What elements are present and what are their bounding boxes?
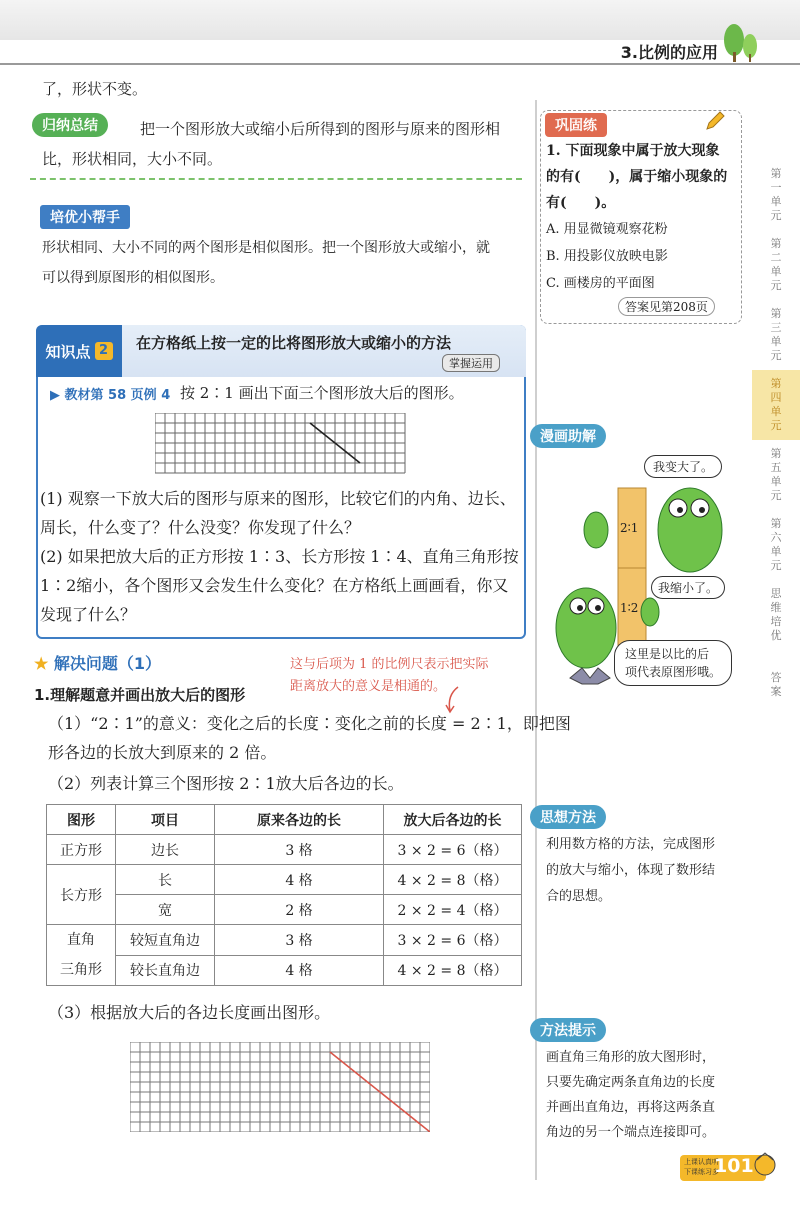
sidebar-item-unit-1[interactable] (752, 160, 800, 230)
table-row (47, 925, 522, 956)
tips-line-1: 画直角三角形的放大图形时， (546, 1050, 716, 1065)
table-cell: 宽 (116, 895, 215, 925)
practice-line-1: 1. 下面现象中属于放大现象 (546, 143, 720, 159)
table-row (47, 955, 522, 986)
table-row (47, 895, 522, 925)
example-ref: ▶ 教材第 58 页例 4 (50, 388, 171, 403)
question-1-line-2: 周长，什么变了？什么没变？你发现了什么？ (40, 518, 361, 537)
footer-slogan-line-2: 下课练习多 (684, 1168, 719, 1176)
thinking-line-2: 的放大与缩小，体现了数形结 (546, 863, 716, 878)
question-2-line-3: 发现了什么？ (40, 605, 137, 624)
helper-text-1: 形状相同、大小不同的两个图形是相似图形。把一个图形放大或缩小，就 (42, 240, 490, 256)
thinking-line-3: 合的思想。 (546, 889, 612, 904)
mascot-icon (752, 1150, 778, 1180)
step-1-line-1: （1）“2∶1”的意义：变化之后的长度∶变化之前的长度 = 2∶1，即把图 (48, 714, 571, 733)
table-header-row (47, 805, 522, 835)
sidebar-item-label: 第一单元 (770, 167, 782, 222)
sidebar-item-label: 第六单元 (770, 517, 782, 572)
page-number: 101 (714, 1155, 754, 1177)
practice-tag-label: 巩固练 (545, 113, 607, 137)
edge-table (46, 804, 522, 986)
pencil-icon (704, 110, 726, 132)
practice-option-a: A. 用显微镜观察花粉 (546, 222, 668, 237)
helper-tag-label: 培优小帮手 (40, 205, 130, 229)
summary-tag (32, 113, 108, 137)
intro-line: 了，形状不变。 (42, 80, 148, 98)
table-cell-line: 直角 (67, 932, 95, 948)
comic-bubble-3 (614, 640, 732, 686)
tips-tag (530, 1018, 606, 1042)
practice-options (546, 216, 668, 297)
table-cell: 3 × 2 = 6（格） (384, 925, 522, 956)
practice-line-2: 的有( )，属于缩小现象的 (546, 169, 728, 185)
sidebar-item-label: 答案 (770, 671, 782, 698)
step-1-title: 1.理解题意并画出放大后的图形 (34, 686, 246, 704)
table-header: 原来各边的长 (215, 805, 384, 835)
table-header: 项目 (116, 805, 215, 835)
step-1-line-2: 形各边的长放大到原来的 2 倍。 (48, 743, 277, 762)
table-cell: 4 × 2 = 8（格） (384, 865, 522, 895)
step-2-line: （2）列表计算三个图形按 2∶1放大后各边的长。 (48, 774, 404, 793)
question-2-line-2: 1∶2缩小，各个图形又会发生什么变化？在方格纸上画画看，你又 (40, 576, 509, 595)
sidebar-item-label: 第二单元 (770, 237, 782, 292)
example-text: 按 2∶1 画出下面三个图形放大后的图形。 (180, 384, 464, 402)
thinking-text (546, 832, 715, 910)
sidebar-item-label: 第五单元 (770, 447, 782, 502)
practice-question (546, 138, 727, 216)
comic-tag-label: 漫画助解 (530, 424, 606, 448)
helper-tag (40, 205, 130, 229)
sidebar-item-unit-4[interactable] (752, 370, 800, 440)
summary-text-1: 把一个图形放大或缩小后所得到的图形与原来的图形相 (140, 120, 501, 138)
table-cell: 4 格 (215, 955, 384, 986)
table-header: 放大后各边的长 (384, 805, 522, 835)
table-row (47, 835, 522, 865)
question-2-line-1: (2) 如果把放大后的正方形按 1∶3、长方形按 1∶4、直角三角形按 (40, 547, 519, 566)
thinking-line-1: 利用数方格的方法，完成图形 (546, 837, 716, 852)
sidebar-item-unit-6[interactable] (752, 510, 800, 580)
table-cell (47, 925, 116, 986)
sidebar-item-label: 思维培优 (770, 587, 782, 642)
table-header: 图形 (47, 805, 116, 835)
solve-note-line-2: 距离放大的意义是相通的。 (290, 679, 447, 694)
table-cell: 2 格 (215, 895, 384, 925)
comic-bubble-2: 我缩小了。 (651, 576, 725, 599)
solve-title: 解决问题（1） (53, 654, 162, 673)
table-cell: 长方形 (47, 865, 116, 925)
summary-text-2: 比，形状相同，大小不同。 (42, 150, 223, 168)
mastery-badge: 掌握运用 (442, 354, 500, 372)
chapter-title: 3.比例的应用 (620, 43, 718, 62)
comic-tag (530, 424, 606, 448)
table-cell: 2 × 2 = 4（格） (384, 895, 522, 925)
table-cell: 较长直角边 (116, 955, 215, 986)
solve-note-line-1: 这与后项为 1 的比例尺表示把实际 (290, 657, 489, 672)
header-divider (0, 63, 800, 65)
tips-line-2: 只要先确定两条直角边的长度 (546, 1075, 716, 1090)
comic-bubble-3-line-1: 这里是以比的后 (625, 647, 710, 661)
table-cell: 4 × 2 = 8（格） (384, 955, 522, 986)
helper-text-2: 可以得到原图形的相似图形。 (42, 270, 224, 286)
unit-sidebar (752, 160, 800, 720)
door-label-2: 1∶2 (620, 601, 639, 615)
thinking-tag (530, 805, 606, 829)
example-grid (155, 413, 410, 476)
table-cell: 正方形 (47, 835, 116, 865)
sidebar-item-unit-3[interactable] (752, 300, 800, 370)
solve-heading (34, 651, 161, 674)
comic-bubble-3-line-2: 项代表原图形哦。 (625, 665, 722, 679)
practice-option-c: C. 画楼房的平面图 (546, 276, 655, 291)
practice-tag (545, 113, 607, 137)
header-bar (0, 0, 800, 40)
table-cell: 3 格 (215, 835, 384, 865)
table-cell: 较短直角边 (116, 925, 215, 956)
answer-reference: 答案见第208页 (618, 297, 715, 316)
sidebar-item-label: 第三单元 (770, 307, 782, 362)
tips-text (546, 1045, 715, 1145)
table-cell: 3 格 (215, 925, 384, 956)
sidebar-item-label: 第四单元 (770, 377, 782, 432)
star-icon: ★ (34, 654, 49, 673)
table-cell: 长 (116, 865, 215, 895)
table-cell: 边长 (116, 835, 215, 865)
table-row (47, 865, 522, 895)
sidebar-item-answers[interactable] (752, 650, 800, 720)
sidebar-item-unit-5[interactable] (752, 440, 800, 510)
sidebar-item-thinking[interactable] (752, 580, 800, 650)
comic-bubble-1: 我变大了。 (644, 455, 722, 478)
table-cell: 3 × 2 = 6（格） (384, 835, 522, 865)
footer-slogan-line-1: 上课认真听 (684, 1158, 719, 1166)
sidebar-item-unit-2[interactable] (752, 230, 800, 300)
tips-tag-label: 方法提示 (530, 1018, 606, 1042)
tree-icon (722, 22, 760, 64)
step-3-line: （3）根据放大后的各边长度画出图形。 (48, 1003, 331, 1022)
table-cell: 4 格 (215, 865, 384, 895)
door-label-1: 2∶1 (620, 521, 639, 535)
knowledge-badge-label: 知识点 (45, 342, 91, 361)
tips-line-4: 角边的另一个端点连接即可。 (546, 1125, 716, 1140)
practice-line-3: 有( )。 (546, 195, 616, 211)
question-1-line-1: (1) 观察一下放大后的图形与原来的图形，比较它们的内角、边长、 (40, 489, 516, 508)
knowledge-title: 在方格纸上按一定的比将图形放大或缩小的方法 (136, 334, 452, 352)
table-cell-line: 三角形 (60, 962, 102, 978)
knowledge-number: 2 (95, 342, 113, 360)
thinking-tag-label: 思想方法 (530, 805, 606, 829)
result-grid (130, 1042, 430, 1132)
practice-option-b: B. 用投影仪放映电影 (546, 249, 668, 264)
knowledge-badge (36, 325, 122, 377)
tips-line-3: 并画出直角边，再将这两条直 (546, 1100, 716, 1115)
summary-tag-label: 归纳总结 (32, 113, 108, 137)
